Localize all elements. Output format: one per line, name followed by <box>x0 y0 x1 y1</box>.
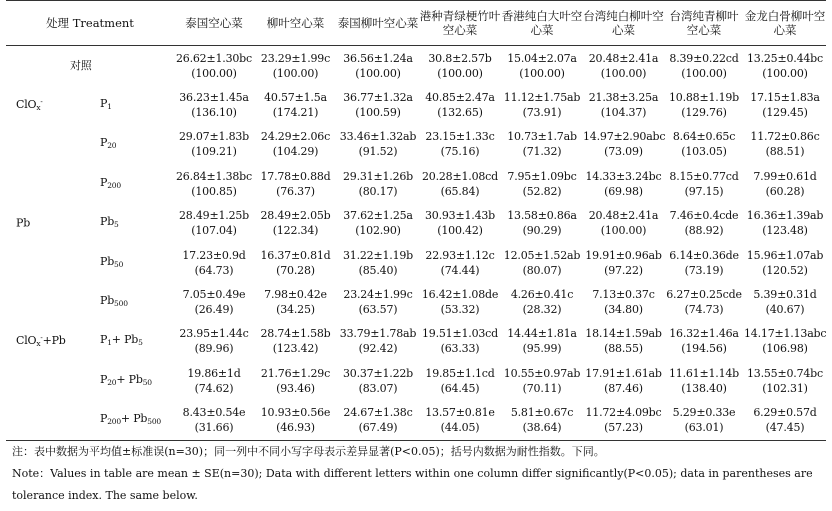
mean-se-value: 13.25±0.44bc <box>746 51 823 65</box>
mean-se-value: 40.57±1.5a <box>264 91 327 105</box>
data-cell <box>501 164 583 203</box>
data-cell <box>664 204 744 243</box>
tolerance-index: (95.99) <box>522 342 562 356</box>
treatment-label: $Pb_{500}$ <box>100 294 128 309</box>
tolerance-index: (71.32) <box>522 145 562 159</box>
tolerance-index: (136.10) <box>191 106 237 120</box>
data-cell <box>501 243 583 282</box>
data-cell <box>501 361 583 400</box>
mean-se-value: 16.42±1.08de <box>421 288 499 302</box>
tolerance-index: (80.07) <box>522 263 562 277</box>
data-cell <box>664 46 744 86</box>
table-row <box>6 125 826 164</box>
mean-se-value: 30.8±2.57b <box>428 51 492 65</box>
tolerance-index: (100.42) <box>437 224 483 238</box>
data-cell <box>664 322 744 361</box>
group-label: ClO$_x$-+Pb <box>16 334 66 349</box>
mean-se-value: 24.29±2.06c <box>260 130 331 144</box>
treatment-cell: 对照 <box>70 59 92 73</box>
treatment-cell <box>6 243 174 282</box>
tolerance-index: (88.55) <box>604 342 643 356</box>
header-col-2: 柳叶空心菜 <box>254 1 337 46</box>
table-row <box>6 164 826 203</box>
data-cell <box>583 46 664 86</box>
treatment-cell <box>6 125 174 164</box>
mean-se-value: 17.78±0.88d <box>260 169 331 183</box>
mean-se-value: 19.51±1.03cd <box>421 327 498 341</box>
mean-se-value: 6.27±0.25cde <box>666 288 742 302</box>
header-col-5: 香港纯白大叶空心菜 <box>501 1 583 46</box>
data-cell <box>419 401 501 441</box>
tolerance-index: (194.56) <box>681 342 727 356</box>
tolerance-index: (88.92) <box>684 224 724 238</box>
tolerance-index: (26.49) <box>194 303 234 317</box>
data-cell <box>174 322 254 361</box>
tolerance-index: (34.25) <box>276 303 315 317</box>
mean-se-value: 10.88±1.19b <box>668 91 740 105</box>
mean-se-value: 16.36±1.39ab <box>746 209 824 223</box>
mean-se-value: 12.05±1.52ab <box>503 248 581 262</box>
tolerance-index: (34.80) <box>604 303 643 317</box>
mean-se-value: 8.64±0.65c <box>672 130 736 144</box>
tolerance-index: (100.59) <box>355 106 401 120</box>
mean-se-value: 36.56±1.24a <box>343 51 413 65</box>
mean-se-value: 23.24±1.99c <box>343 288 413 302</box>
tolerance-index: (102.31) <box>762 381 808 395</box>
header-col-7: 台湾纯青柳叶空心菜 <box>664 1 744 46</box>
data-cell <box>337 243 419 282</box>
mean-se-value: 21.76±1.29c <box>260 366 331 380</box>
tolerance-index: (69.98) <box>604 184 643 198</box>
tolerance-index: (100.00) <box>355 66 401 80</box>
mean-se-value: 30.37±1.22b <box>342 366 414 380</box>
data-cell <box>664 401 744 441</box>
data-cell <box>744 46 826 86</box>
treatment-cell <box>6 282 174 321</box>
tolerance-index: (83.07) <box>358 381 398 395</box>
mean-se-value: 19.86±1d <box>187 366 241 380</box>
tolerance-index: (97.15) <box>684 184 724 198</box>
mean-se-value: 6.14±0.36de <box>669 248 739 262</box>
data-cell <box>744 282 826 321</box>
data-cell <box>254 85 337 124</box>
mean-se-value: 33.46±1.32ab <box>339 130 417 144</box>
data-cell <box>419 46 501 86</box>
mean-se-value: 11.12±1.75ab <box>503 91 581 105</box>
mean-se-value: 5.29±0.33e <box>672 406 736 420</box>
mean-se-value: 18.14±1.59ab <box>585 327 662 341</box>
tolerance-index: (87.46) <box>604 381 643 395</box>
mean-se-value: 16.37±0.81d <box>260 248 331 262</box>
mean-se-value: 23.15±1.33c <box>425 130 495 144</box>
data-cell <box>174 125 254 164</box>
mean-se-value: 4.26±0.41c <box>510 288 574 302</box>
treatment-cell <box>6 322 174 361</box>
data-cell <box>744 322 826 361</box>
data-cell <box>419 282 501 321</box>
mean-se-value: 33.79±1.78ab <box>339 327 417 341</box>
tolerance-index: (74.44) <box>440 263 480 277</box>
mean-se-value: 29.07±1.83b <box>178 130 250 144</box>
data-cell <box>744 243 826 282</box>
data-cell <box>583 361 664 400</box>
data-cell <box>583 125 664 164</box>
mean-se-value: 15.04±2.07a <box>507 51 577 65</box>
treatment-label: $P_{20}$ <box>100 136 117 151</box>
mean-se-value: 7.99±0.61d <box>753 169 817 183</box>
mean-se-value: 22.93±1.12c <box>425 248 495 262</box>
data-cell <box>337 46 419 86</box>
tolerance-index: (100.00) <box>519 66 565 80</box>
data-cell <box>254 204 337 243</box>
tolerance-index: (75.16) <box>440 145 480 159</box>
tolerance-index: (70.11) <box>522 381 562 395</box>
note-english: Note：Values in table are mean ± SE(n=30); Data with different letters within one column differ significantly(P<0.05); data in parentheses are tolerance index. The same below. <box>12 467 813 502</box>
data-cell <box>337 361 419 400</box>
data-cell <box>583 243 664 282</box>
treatment-cell <box>6 361 174 400</box>
table-row <box>6 401 826 441</box>
data-cell <box>664 125 744 164</box>
tolerance-index: (100.00) <box>762 66 808 80</box>
tolerance-index: (122.34) <box>272 224 319 238</box>
mean-se-value: 13.57±0.81e <box>425 406 495 420</box>
data-cell <box>174 243 254 282</box>
data-cell <box>583 85 664 124</box>
data-cell <box>174 361 254 400</box>
mean-se-value: 20.48±2.41a <box>588 209 659 223</box>
tolerance-index: (44.05) <box>440 421 480 435</box>
data-cell <box>337 401 419 441</box>
data-cell <box>254 164 337 203</box>
mean-se-value: 24.67±1.38c <box>343 406 413 420</box>
table-body <box>6 46 826 441</box>
table-row <box>6 204 826 243</box>
tolerance-index: (88.51) <box>765 145 805 159</box>
table-row <box>6 85 826 124</box>
mean-se-value: 14.33±3.24bc <box>585 169 662 183</box>
data-cell <box>501 85 583 124</box>
tolerance-index: (52.82) <box>522 184 562 198</box>
data-cell <box>744 125 826 164</box>
data-cell <box>419 164 501 203</box>
data-cell <box>501 401 583 441</box>
mean-se-value: 30.93±1.43b <box>424 209 496 223</box>
mean-se-value: 14.17±1.13abc <box>744 327 827 341</box>
mean-se-value: 28.49±1.25b <box>178 209 250 223</box>
tolerance-index: (120.52) <box>762 263 808 277</box>
data-cell <box>254 282 337 321</box>
tolerance-index: (107.04) <box>191 224 237 238</box>
tolerance-index: (85.40) <box>358 263 398 277</box>
tolerance-index: (109.21) <box>191 145 237 159</box>
data-cell <box>337 85 419 124</box>
tolerance-index: (174.21) <box>272 106 319 120</box>
mean-se-value: 8.15±0.77cd <box>669 169 739 183</box>
data-cell <box>174 401 254 441</box>
data-cell <box>254 322 337 361</box>
data-cell <box>501 125 583 164</box>
tolerance-index: (28.32) <box>522 303 562 317</box>
header-col-1: 泰国空心菜 <box>174 1 254 46</box>
tolerance-index: (63.57) <box>358 303 398 317</box>
treatment-cell <box>6 204 174 243</box>
mean-se-value: 10.73±1.7ab <box>507 130 577 144</box>
mean-se-value: 17.23±0.9d <box>182 248 246 262</box>
tolerance-index: (102.90) <box>355 224 401 238</box>
data-cell <box>583 164 664 203</box>
tolerance-index: (92.42) <box>358 342 398 356</box>
tolerance-index: (38.64) <box>522 421 562 435</box>
group-label: Pb <box>16 216 31 230</box>
tolerance-index: (100.00) <box>681 66 727 80</box>
data-cell <box>254 361 337 400</box>
table-row <box>6 361 826 400</box>
data-cell <box>583 204 664 243</box>
mean-se-value: 11.72±0.86c <box>750 130 820 144</box>
mean-se-value: 7.98±0.42e <box>264 288 327 302</box>
tolerance-index: (60.28) <box>765 184 805 198</box>
tolerance-index: (104.37) <box>600 106 647 120</box>
mean-se-value: 13.58±0.86a <box>507 209 577 223</box>
tolerance-index: (100.00) <box>191 66 237 80</box>
mean-se-value: 14.97±2.90abc <box>583 130 666 144</box>
mean-se-value: 19.91±0.96ab <box>585 248 662 262</box>
mean-se-value: 28.49±2.05b <box>260 209 331 223</box>
tolerance-index: (57.23) <box>604 421 643 435</box>
mean-se-value: 21.38±3.25a <box>588 91 659 105</box>
data-cell <box>583 401 664 441</box>
mean-se-value: 23.29±1.99c <box>260 51 331 65</box>
tolerance-index: (74.62) <box>194 381 234 395</box>
data-cell <box>254 46 337 86</box>
tolerance-index: (74.73) <box>684 303 724 317</box>
data-cell <box>664 243 744 282</box>
data-cell <box>419 85 501 124</box>
data-cell <box>744 361 826 400</box>
tolerance-index: (106.98) <box>762 342 808 356</box>
tolerance-index: (73.19) <box>684 263 724 277</box>
tolerance-index: (103.05) <box>681 145 727 159</box>
header-col-3: 泰国柳叶空心菜 <box>337 1 419 46</box>
data-cell <box>337 282 419 321</box>
mean-se-value: 8.43±0.54e <box>182 406 246 420</box>
tolerance-index: (123.48) <box>762 224 808 238</box>
data-cell <box>419 204 501 243</box>
tolerance-index: (100.00) <box>600 224 647 238</box>
data-cell <box>419 125 501 164</box>
table-row <box>6 243 826 282</box>
data-cell <box>174 46 254 86</box>
treatment-cell <box>6 85 174 124</box>
header-row <box>6 1 826 46</box>
mean-se-value: 7.46±0.4cde <box>669 209 739 223</box>
mean-se-value: 20.28±1.08cd <box>421 169 498 183</box>
mean-se-value: 28.74±1.58b <box>260 327 331 341</box>
tolerance-index: (104.29) <box>272 145 319 159</box>
tolerance-index: (47.45) <box>765 421 805 435</box>
tolerance-index: (97.22) <box>604 263 643 277</box>
mean-se-value: 10.93±0.56e <box>260 406 331 420</box>
mean-se-value: 20.48±2.41a <box>588 51 659 65</box>
tolerance-index: (46.93) <box>276 421 315 435</box>
mean-se-value: 16.32±1.46a <box>669 327 739 341</box>
mean-se-value: 26.62±1.30bc <box>175 51 252 65</box>
table-row <box>6 46 826 86</box>
mean-se-value: 36.23±1.45a <box>179 91 249 105</box>
data-cell <box>174 164 254 203</box>
tolerance-index: (123.42) <box>272 342 319 356</box>
mean-se-value: 36.77±1.32a <box>343 91 413 105</box>
data-cell <box>337 322 419 361</box>
mean-se-value: 7.13±0.37c <box>592 288 655 302</box>
tolerance-index: (93.46) <box>276 381 315 395</box>
mean-se-value: 17.15±1.83a <box>750 91 820 105</box>
data-cell <box>664 282 744 321</box>
data-cell <box>254 401 337 441</box>
mean-se-value: 40.85±2.47a <box>425 91 495 105</box>
treatment-label: $Pb_5$ <box>100 215 119 230</box>
tolerance-index: (63.33) <box>440 342 480 356</box>
treatment-label: $P_{200}+ Pb_{500}$ <box>100 412 161 427</box>
mean-se-value: 15.96±1.07ab <box>746 248 824 262</box>
data-cell <box>419 361 501 400</box>
tolerance-index: (129.45) <box>762 106 808 120</box>
data-cell <box>664 164 744 203</box>
data-cell <box>337 164 419 203</box>
tolerance-index: (76.37) <box>276 184 315 198</box>
tolerance-index: (89.96) <box>194 342 234 356</box>
header-col-6: 台湾纯白柳叶空心菜 <box>583 1 664 46</box>
header-col-4: 港种青绿梗竹叶空心菜 <box>419 1 501 46</box>
mean-se-value: 29.31±1.26b <box>342 169 414 183</box>
data-cell <box>254 243 337 282</box>
header-treatment: 处理 Treatment <box>6 1 174 46</box>
header-col-8: 金龙白骨柳叶空心菜 <box>744 1 826 46</box>
tolerance-index: (65.84) <box>440 184 480 198</box>
tolerance-index: (80.17) <box>358 184 398 198</box>
mean-se-value: 7.05±0.49e <box>182 288 246 302</box>
data-cell <box>501 46 583 86</box>
treatment-label: $P_1$ <box>100 97 112 112</box>
tolerance-index: (31.66) <box>194 421 234 435</box>
mean-se-value: 6.29±0.57d <box>753 406 817 420</box>
treatment-cell <box>6 164 174 203</box>
data-cell <box>744 164 826 203</box>
mean-se-value: 37.62±1.25a <box>343 209 413 223</box>
data-cell <box>254 125 337 164</box>
data-cell <box>337 204 419 243</box>
data-cell <box>501 322 583 361</box>
tolerance-index: (132.65) <box>437 106 483 120</box>
tolerance-index: (70.28) <box>276 263 315 277</box>
data-cell <box>174 85 254 124</box>
mean-se-value: 7.95±1.09bc <box>507 169 577 183</box>
treatment-cell <box>6 401 174 441</box>
mean-se-value: 8.39±0.22cd <box>669 51 739 65</box>
mean-se-value: 13.55±0.74bc <box>746 366 823 380</box>
treatment-label: $P_{20}+ Pb_{50}$ <box>100 372 152 387</box>
tolerance-index: (73.09) <box>604 145 643 159</box>
treatment-label: $P_{200}$ <box>100 175 121 190</box>
data-cell <box>744 401 826 441</box>
table-notes <box>12 441 824 507</box>
mean-se-value: 10.55±0.97ab <box>503 366 581 380</box>
data-cell <box>501 204 583 243</box>
data-cell <box>664 361 744 400</box>
mean-se-value: 11.72±4.09bc <box>585 406 662 420</box>
treatment-label: $Pb_{50}$ <box>100 254 124 269</box>
tolerance-index: (129.76) <box>681 106 727 120</box>
table-row <box>6 282 826 321</box>
mean-se-value: 19.85±1.1cd <box>425 366 495 380</box>
data-cell <box>664 85 744 124</box>
mean-se-value: 14.44±1.81a <box>507 327 577 341</box>
mean-se-value: 17.91±1.61ab <box>585 366 662 380</box>
data-cell <box>583 282 664 321</box>
treatment-label: $P_1+ Pb_5$ <box>100 333 143 348</box>
note-chinese: 注：表中数据为平均值±标准误(n=30)；同一列中不同小写字母表示差异显著(P<0.05)；括号内数据为耐性指数。下同。 <box>12 445 605 458</box>
data-cell <box>744 85 826 124</box>
data-cell <box>583 322 664 361</box>
data-cell <box>501 282 583 321</box>
mean-se-value: 5.39±0.31d <box>753 288 817 302</box>
tolerance-table <box>6 0 826 441</box>
mean-se-value: 26.84±1.38bc <box>175 169 252 183</box>
tolerance-index: (63.01) <box>684 421 724 435</box>
data-cell <box>744 204 826 243</box>
tolerance-index: (67.49) <box>358 421 398 435</box>
tolerance-index: (64.73) <box>194 263 234 277</box>
tolerance-index: (90.29) <box>522 224 562 238</box>
data-cell <box>174 204 254 243</box>
tolerance-index: (73.91) <box>522 106 562 120</box>
group-label: ClO$_x$- <box>16 98 43 113</box>
data-cell <box>337 125 419 164</box>
tolerance-index: (100.85) <box>191 184 237 198</box>
mean-se-value: 23.95±1.44c <box>179 327 249 341</box>
tolerance-index: (100.00) <box>437 66 483 80</box>
tolerance-index: (100.00) <box>600 66 647 80</box>
tolerance-index: (53.32) <box>440 303 480 317</box>
tolerance-index: (91.52) <box>358 145 398 159</box>
table-row <box>6 322 826 361</box>
mean-se-value: 31.22±1.19b <box>342 248 414 262</box>
tolerance-index: (40.67) <box>765 303 805 317</box>
data-cell <box>419 322 501 361</box>
data-cell <box>174 282 254 321</box>
data-cell <box>419 243 501 282</box>
tolerance-index: (64.45) <box>440 381 480 395</box>
mean-se-value: 5.81±0.67c <box>510 406 574 420</box>
tolerance-index: (100.00) <box>272 66 319 80</box>
mean-se-value: 11.61±1.14b <box>668 366 740 380</box>
tolerance-index: (138.40) <box>681 381 727 395</box>
